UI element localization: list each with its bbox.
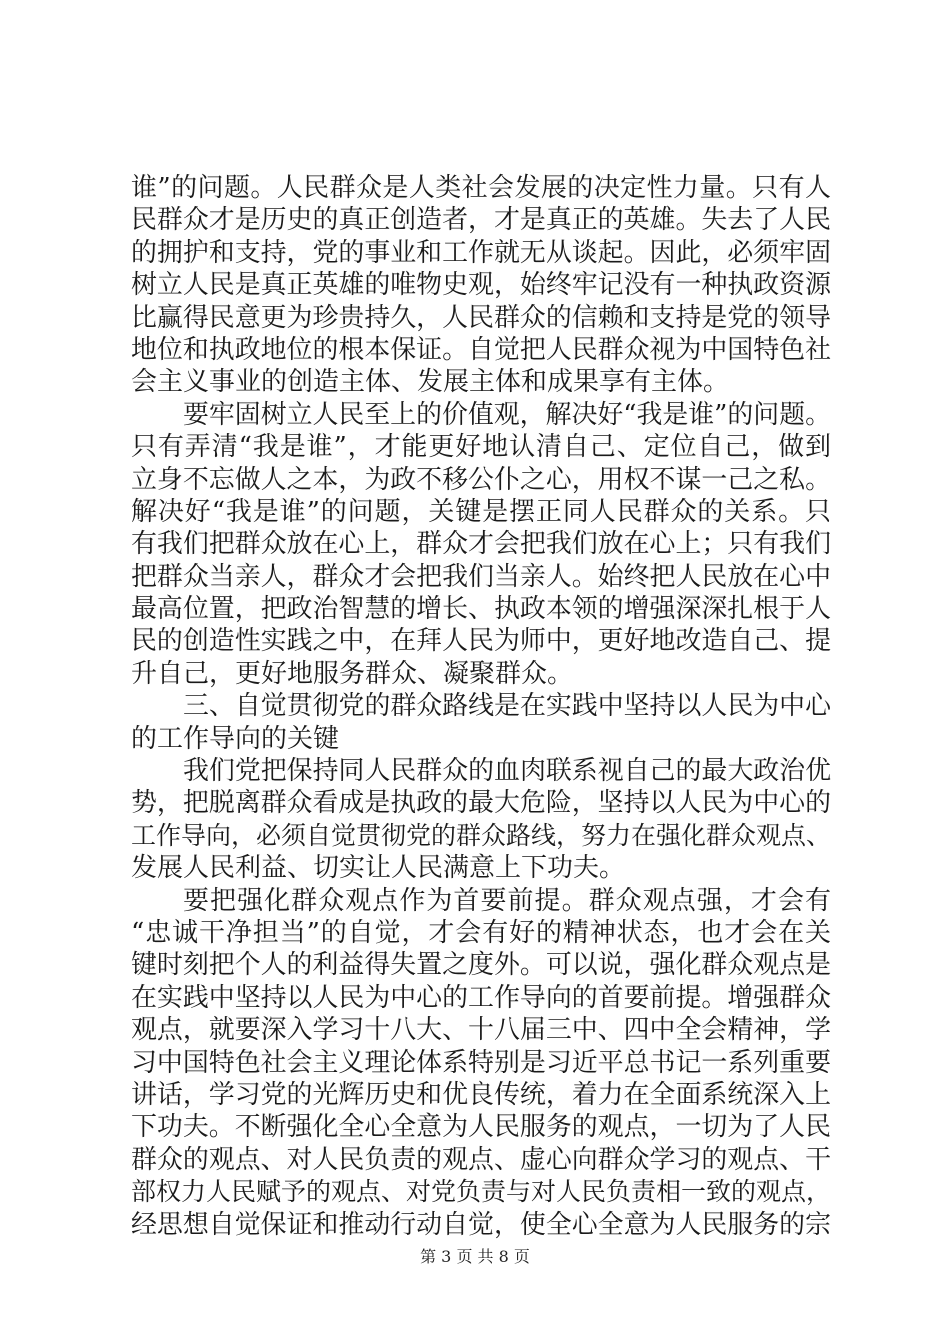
text-line: 最高位置，把政治智慧的增长、执政本领的增强深深扎根于人 [131,594,831,625]
text-line: 要牢固树立人民至上的价值观，解决好“我是谁”的问题。 [183,399,831,430]
text-line: 的工作导向的关键 [131,723,340,754]
text-line: 立身不忘做人之本，为政不移公仆之心，用权不谋一己之私。 [131,464,831,495]
text-line: 我们党把保持同人民群众的血肉联系视自己的最大政治优 [183,756,831,787]
text-line: 习中国特色社会主义理论体系特别是习近平总书记一系列重要 [131,1047,831,1078]
text-line: 只有弄清“我是谁”，才能更好地认清自己、定位自己，做到 [131,432,831,463]
text-line: 经思想自觉保证和推动行动自觉，使全心全意为人民服务的宗 [131,1209,831,1240]
page-footer: 第 3 页 共 8 页 [420,1247,530,1266]
text-line: 会主义事业的创造主体、发展主体和成果享有主体。 [131,367,730,398]
text-line: 树立人民是真正英雄的唯物史观，始终牢记没有一种执政资源 [131,270,831,301]
text-line: 民的创造性实践之中，在拜人民为师中，更好地改造自己、提 [131,626,831,657]
text-line: 群众的观点、对人民负责的观点、虚心向群众学习的观点、干 [131,1144,831,1175]
text-line: 谁”的问题。人民群众是人类社会发展的决定性力量。只有人 [131,173,831,203]
text-line: 观点，就要深入学习十八大、十八届三中、四中全会精神，学 [131,1015,831,1046]
text-line: 比赢得民意更为珍贵持久，人民群众的信赖和支持是党的领导 [131,302,831,333]
text-line: 要把强化群众观点作为首要前提。群众观点强，才会有 [183,885,831,916]
text-line: 在实践中坚持以人民为中心的工作导向的首要前提。增强群众 [131,982,831,1013]
text-line: 势，把脱离群众看成是执政的最大危险，坚持以人民为中心的 [131,788,831,819]
text-line: 讲话，学习党的光辉历史和优良传统，着力在全面系统深入上 [131,1079,831,1110]
text-line: 三、自觉贯彻党的群众路线是在实践中坚持以人民为中心 [183,691,831,722]
text-line: 解决好“我是谁”的问题，关键是摆正同人民群众的关系。只 [131,496,831,527]
text-line: 工作导向，必须自觉贯彻党的群众路线，努力在强化群众观点、 [131,820,832,850]
text-line: 键时刻把个人的利益得失置之度外。可以说，强化群众观点是 [131,950,831,981]
text-line: 有我们把群众放在心上，群众才会把我们放在心上；只有我们 [131,529,831,560]
document-body [131,172,831,1241]
text-line: 地位和执政地位的根本保证。自觉把人民群众视为中国特色社 [131,334,831,365]
text-line: 民群众才是历史的真正创造者，才是真正的英雄。失去了人民 [131,205,831,236]
text-line: 下功夫。不断强化全心全意为人民服务的观点，一切为了人民 [131,1112,831,1143]
text-line: 部权力人民赋予的观点、对党负责与对人民负责相一致的观点， [131,1177,832,1207]
text-line: 把群众当亲人，群众才会把我们当亲人。始终把人民放在心中 [131,561,831,592]
text-line: 的拥护和支持，党的事业和工作就无从谈起。因此，必须牢固 [131,237,831,268]
text-line: 升自己，更好地服务群众、凝聚群众。 [131,658,574,689]
text-line: 发展人民利益、切实让人民满意上下功夫。 [131,853,626,884]
text-line: “忠诚干净担当”的自觉，才会有好的精神状态，也才会在关 [131,917,831,948]
